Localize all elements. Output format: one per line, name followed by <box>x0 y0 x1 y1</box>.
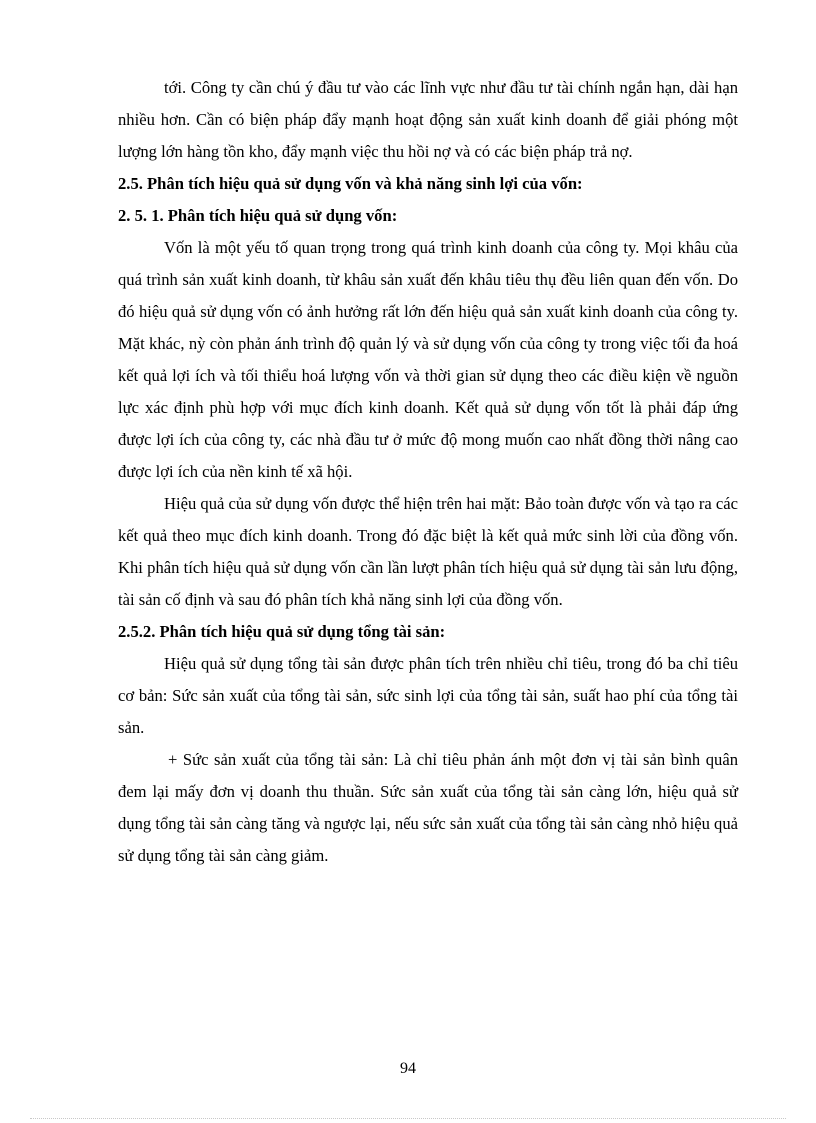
paragraph-asset-productivity: + Sức sản xuất của tổng tài sản: Là chỉ tiêu phản ánh một đơn vị tài sản bình quân đem lại mấy đơn vị doanh thu thuần. Sức sản xuất của tổng tài sản càng lớn, hiệu quả sử dụng tổng tài sản càng tăng và ngược lại, nếu sức sản xuất của tổng tài sản càng nhỏ hiệu quả sử dụng tổng tài sản càng giảm. <box>118 750 738 865</box>
paragraph-capital-efficiency: Hiệu quả của sử dụng vốn được thể hiện trên hai mặt: Bảo toàn được vốn và tạo ra các kết quả theo mục đích kinh doanh. Trong đó đặc biệt là kết quả mức sinh lời của đồng vốn. Khi phân tích hiệu quả sử dụng vốn cần lần lượt phân tích hiệu quả sử dụng tài sản lưu động, tài sản cố định và sau đó phân tích khả năng sinh lợi của đồng vốn. <box>118 494 738 609</box>
subsection-heading-2-5-2: 2.5.2. Phân tích hiệu quả sử dụng tổng tài sản: <box>118 622 446 641</box>
paragraph-total-assets: Hiệu quả sử dụng tổng tài sản được phân tích trên nhiều chỉ tiêu, trong đó ba chỉ tiêu cơ bản: Sức sản xuất của tổng tài sản, sức sinh lợi của tổng tài sản, suất hao phí của tổng tài sản. <box>118 654 738 737</box>
footer-divider <box>30 1118 786 1119</box>
paragraph-capital-importance: Vốn là một yếu tố quan trọng trong quá trình kinh doanh của công ty. Mọi khâu của quá trình sản xuất kinh doanh, từ khâu sản xuất đến khâu tiêu thụ đều liên quan đến vốn. Do đó hiệu quả sử dụng vốn có ảnh hưởng rất lớn đến hiệu quả sản xuất kinh doanh của công ty. Mặt khác, nỳ còn phản ánh trình độ quản lý và sử dụng vốn của công ty trong việc tối đa hoá kết quả lợi ích và tối thiểu hoá lượng vốn và thời gian sử dụng theo các điều kiện về nguồn lực xác định phù hợp với mục đích kinh doanh. Kết quả sử dụng vốn tốt là phải đáp ứng được lợi ích của công ty, các nhà đầu tư ở mức độ mong muốn cao nhất đồng thời nâng cao được lợi ích của nền kinh tế xã hội. <box>118 238 738 481</box>
paragraph-continuation: tới. Công ty cần chú ý đầu tư vào các lĩnh vực như đầu tư tài chính ngắn hạn, dài hạn nhiều hơn. Cần có biện pháp đẩy mạnh hoạt động sản xuất kinh doanh để giải phóng một lượng lớn hàng tồn kho, đẩy mạnh việc thu hồi nợ và có các biện pháp trả nợ. <box>118 78 738 161</box>
subsection-heading-2-5-1: 2. 5. 1. Phân tích hiệu quả sử dụng vốn: <box>118 206 398 225</box>
page-number: 94 <box>400 1060 416 1077</box>
page-body <box>118 72 738 872</box>
section-heading-2-5: 2.5. Phân tích hiệu quả sử dụng vốn và khả năng sinh lợi của vốn: <box>118 174 583 193</box>
